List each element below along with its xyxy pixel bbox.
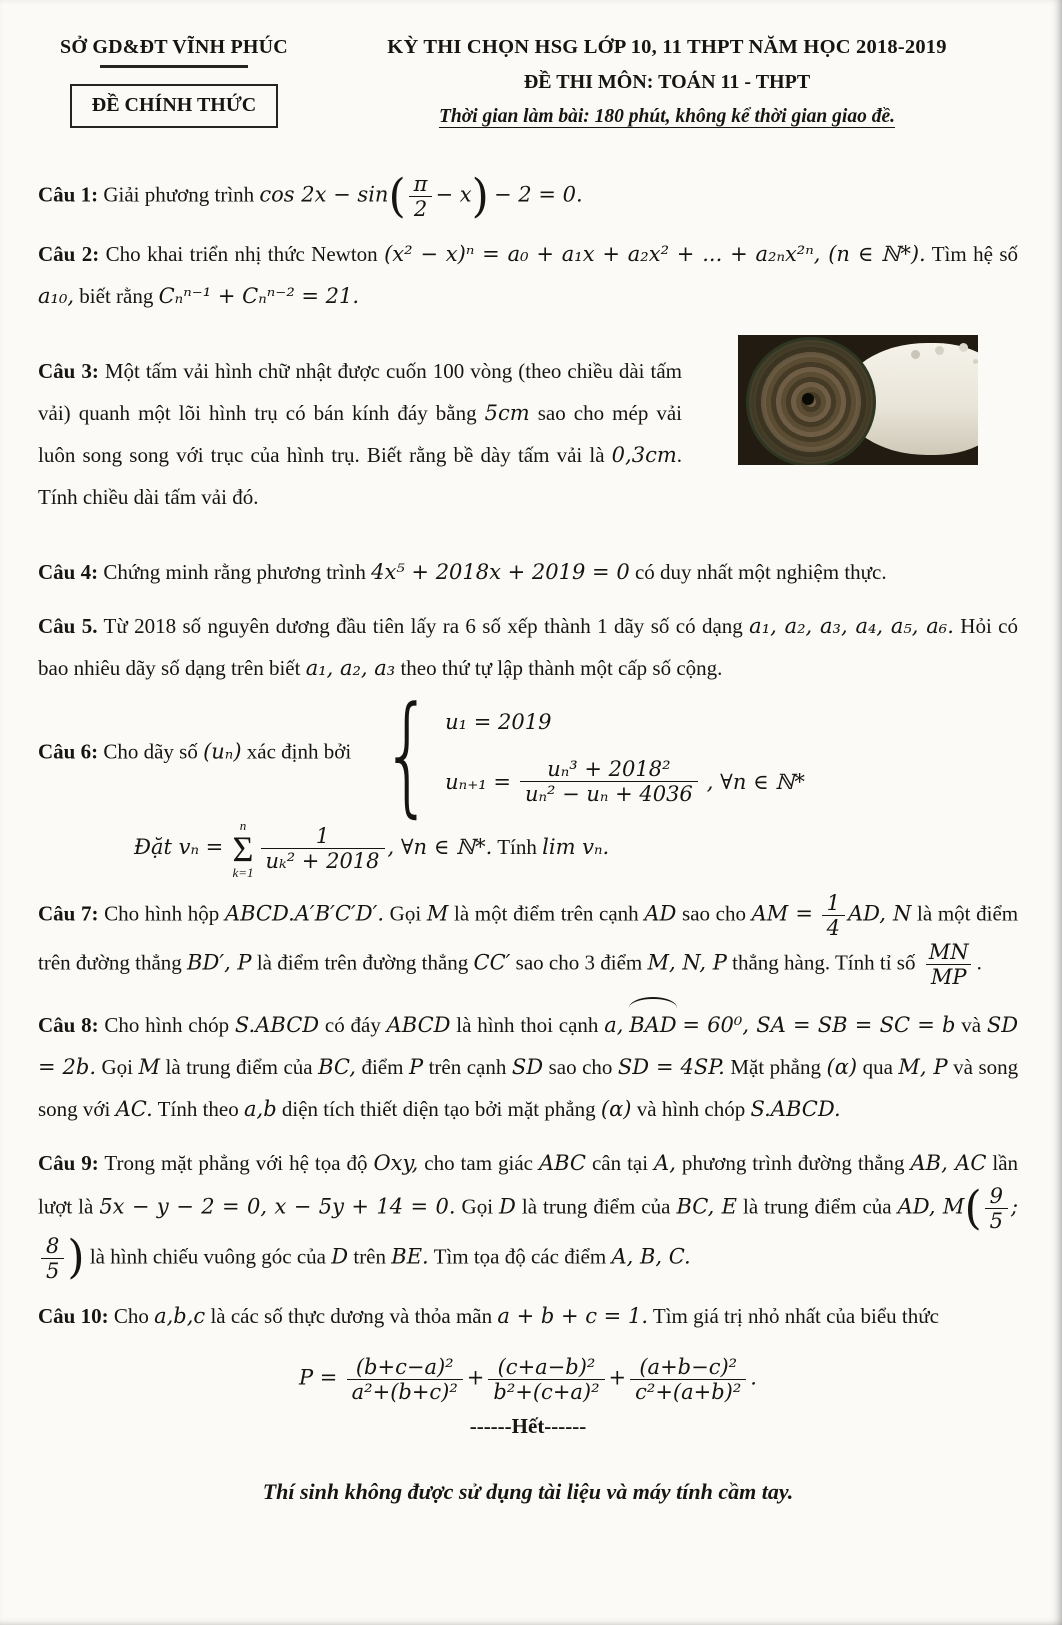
question-9-text8: là trung điểm của <box>743 1194 892 1219</box>
q2-expansion: (x² − x)ⁿ = a₀ + a₁x + a₂x² + ... + a₂ₙx²ⁿ, (n ∈ ℕ*). <box>384 242 926 267</box>
question-5-text2: Hỏi có bao nhiêu dãy số dạng trên biết <box>38 614 1019 681</box>
fraction-denominator: uₖ² + 2018 <box>261 848 385 873</box>
fraction-numerator: (c+a−b)² <box>497 1354 596 1379</box>
time-line: Thời gian làm bài: 180 phút, không kể thời gian giao đề. <box>439 106 895 127</box>
fabric-roll-photo <box>738 335 978 465</box>
q6-recurrence-row <box>445 757 805 806</box>
fraction-denominator: 5 <box>985 1208 1008 1233</box>
official-stamp-box <box>70 84 278 128</box>
q9-point-D: D <box>499 1194 516 1219</box>
question-5-label: Câu 5. <box>38 614 98 639</box>
q6-recurrence-lhs: uₙ₊₁ = <box>445 769 511 794</box>
question-6-part2 <box>38 819 1018 879</box>
fraction-denominator: c²+(a+b)² <box>630 1379 746 1404</box>
question-1-label: Câu 1: <box>38 182 99 207</box>
q5-subsequence: a₁, a₂, a₃ <box>305 656 396 681</box>
question-7 <box>38 891 1018 990</box>
question-4 <box>38 551 1018 593</box>
fraction-numerator: 1 <box>826 890 841 915</box>
question-5 <box>38 605 1018 689</box>
q1-math-post: − 2 = 0. <box>494 182 583 207</box>
q7-edge-AD: AD <box>644 901 677 926</box>
question-9-text2: cho tam giác <box>424 1151 533 1176</box>
question-4-label: Câu 4: <box>38 560 99 585</box>
q2-coefficient: a₁₀, <box>38 284 75 309</box>
q1-fraction <box>409 172 433 221</box>
question-8-text7: điểm <box>361 1055 404 1080</box>
q8-plane-alpha-2: (α) <box>600 1097 632 1122</box>
question-3-label: Câu 3: <box>38 359 99 384</box>
fraction-denominator: MP <box>926 964 972 989</box>
sum-upper-limit: n <box>239 817 247 833</box>
question-2-text2: Tìm hệ số <box>931 242 1019 267</box>
fraction-numerator: MN <box>928 940 969 965</box>
q8-angle-BAD: BAD <box>629 1001 676 1046</box>
q4-equation: 4x⁵ + 2018x + 2019 = 0 <box>371 560 630 585</box>
fraction-denominator: 2 <box>409 196 432 221</box>
question-8-text9: sao cho <box>548 1055 613 1080</box>
question-8-text1: Cho hình chóp <box>104 1013 230 1038</box>
question-8-text5: Gọi <box>101 1055 133 1080</box>
q10-fraction-1 <box>347 1355 463 1404</box>
question-6-label: Câu 6: <box>38 739 99 764</box>
q9-AD-M: AD, M <box>897 1194 965 1219</box>
q8-angle-equals: = 60⁰, SA = SB = SC = b <box>682 1013 956 1038</box>
question-9-text11: Tìm tọa độ các điểm <box>433 1244 607 1269</box>
question-5-text3: theo thứ tự lập thành một cấp số cộng. <box>400 656 723 681</box>
question-10-text1: Cho <box>113 1303 149 1328</box>
exam-title: KỲ THI CHỌN HSG LỚP 10, 11 THPT NĂM HỌC 2018-2019 <box>387 36 947 58</box>
question-2-label: Câu 2: <box>38 242 100 267</box>
q8-base: ABCD <box>386 1013 451 1038</box>
q6-forall: , ∀n ∈ ℕ*. <box>387 834 493 859</box>
q7-line-CC: CC′ <box>473 950 511 975</box>
q1-math-inner: − x <box>435 182 472 207</box>
sum-lower-limit: k=1 <box>232 864 254 880</box>
question-9: Câu 9: Trong mặt phẳng với hệ tọa độ Oxy, cho tam giác ABC cân tại A, phương trình đường thẳng AB, AC lần lượt là 5x − y − 2 = 0, x − 5y + 14 = 0. Gọi D là trung điểm của BC, E là trung điểm của AD, M( $\frac{9}{5}$ ; $\frac{8}{5}$ ) là hình chiếu vuông góc của D trên BE. Tìm tọa độ các điểm A, B, C. <box>38 1151 1019 1285</box>
q9-line-equations: 5x − y − 2 = 0, x − 5y + 14 = 0. <box>99 1194 456 1219</box>
q9-point-D-2: D <box>331 1244 349 1269</box>
plus-sign: + <box>608 1365 627 1390</box>
question-8-text4: và <box>961 1013 982 1038</box>
sigma-icon: Σ <box>232 828 254 869</box>
q8-point-M: M <box>138 1055 161 1080</box>
plus-sign: + <box>466 1365 485 1390</box>
question-10-label: Câu 10: <box>38 1303 109 1328</box>
q8-edge-SD: SD <box>511 1055 544 1080</box>
question-8-text14: diện tích thiết diện tạo bởi mặt phẳng <box>281 1097 596 1122</box>
q7-quarter-fraction <box>822 891 845 940</box>
q8-diagonal-AC: AC. <box>115 1097 153 1122</box>
q7-AD-N: AD, N <box>848 901 912 926</box>
q8-plane-alpha: (α) <box>826 1055 858 1080</box>
q10-constraint: a + b + c = 1. <box>497 1303 648 1328</box>
question-4-text2: có duy nhất một nghiệm thực. <box>634 560 887 585</box>
q2-binomial-condition: Cₙⁿ⁻¹ + Cₙⁿ⁻² = 21. <box>158 284 360 309</box>
q3-radius-value: 5cm <box>484 401 530 426</box>
q9-triangle: ABC <box>538 1151 586 1176</box>
q7-final-dot: . <box>976 950 982 975</box>
q9-lines-AB-AC: AB, AC <box>910 1151 987 1176</box>
q9-x-coordinate <box>985 1184 1008 1233</box>
q7-point-M: M <box>426 901 449 926</box>
coordinate-separator: ; <box>1011 1194 1019 1219</box>
header-right <box>310 36 1018 128</box>
question-8-text8: trên cạnh <box>428 1055 507 1080</box>
question-6-text1: Cho dãy số <box>103 739 198 764</box>
question-3-text3: . Tính chiều dài tấm vải đó. <box>38 443 682 510</box>
fraction-denominator: a²+(b+c)² <box>347 1379 463 1404</box>
q8-point-P: P <box>408 1055 424 1080</box>
question-7-text2: Gọi <box>389 901 422 926</box>
question-8-text2: có đáy <box>324 1013 381 1038</box>
question-4-text1: Chứng minh rằng phương trình <box>103 560 366 585</box>
q8-edge-BC: BC, <box>318 1055 356 1080</box>
end-marker: ------Hết------ <box>469 1414 587 1439</box>
fraction-numerator: (b+c−a)² <box>355 1354 454 1379</box>
question-6-text3: Tính <box>497 834 537 859</box>
question-10 <box>38 1295 1018 1337</box>
q9-apex-A: A, <box>654 1151 676 1176</box>
q6-recurrence-fraction <box>520 757 698 806</box>
question-7-text3: là một điểm trên cạnh <box>454 901 639 926</box>
q7-box-name: ABCD.A′B′C′D′. <box>224 901 385 926</box>
q6-sum-fraction <box>261 824 385 873</box>
question-9-text4: phương trình đường thẳng <box>681 1151 905 1176</box>
department-name: SỞ GD&ĐT VĨNH PHÚC <box>60 36 288 58</box>
question-7-text1: Cho hình hộp <box>104 901 220 926</box>
subject-line: ĐỀ THI MÔN: TOÁN 11 - THPT <box>523 71 811 93</box>
q8-pyramid-2: S.ABCD. <box>750 1097 841 1122</box>
question-9-text5: lần lượt là <box>38 1151 1019 1219</box>
q3-thickness-value: 0,3cm <box>611 443 677 468</box>
question-8-text6: là trung điểm của <box>165 1055 313 1080</box>
question-7-text6: là điểm trên đường thẳng <box>256 950 469 975</box>
fraction-denominator: 4 <box>822 915 845 940</box>
q8-SD-4SP: SD = 4SP. <box>617 1055 725 1080</box>
question-2-text3: biết rằng <box>79 284 154 309</box>
question-2 <box>38 233 1018 317</box>
q10-vars-abc: a,b,c <box>154 1303 206 1328</box>
questions-area <box>38 169 1019 1505</box>
question-8-text13: Tính theo <box>157 1097 239 1122</box>
fraction-denominator: b²+(c+a)² <box>488 1379 604 1404</box>
q6-vn-definition: Đặt vₙ = <box>134 834 224 859</box>
q9-BC-E: BC, E <box>676 1194 738 1219</box>
question-3-text1: Một tấm vải hình chữ nhật được cuốn 100 vòng (theo chiều dài tấm vải) quanh một lõi hình trụ có bán kính đáy bằng <box>38 359 683 426</box>
question-8-text10: Mặt phẳng <box>730 1055 821 1080</box>
question-3-text-block <box>38 350 682 518</box>
fraction-numerator: (a+b−c)² <box>639 1354 738 1379</box>
question-8-text15: và hình chóp <box>636 1097 746 1122</box>
q7-line-BD: BD′, P <box>187 950 252 975</box>
question-8-text12: và song song với <box>38 1055 1019 1122</box>
question-2-text1: Cho khai triển nhị thức Newton <box>105 242 378 267</box>
question-6-text2: xác định bởi <box>246 739 352 764</box>
fraction-denominator: uₙ² − uₙ + 4036 <box>520 781 698 806</box>
fraction-numerator: uₙ³ + 2018² <box>547 757 671 782</box>
fraction-numerator: 9 <box>989 1184 1004 1209</box>
q10-fraction-2 <box>488 1355 604 1404</box>
question-8-text11: qua <box>862 1055 893 1080</box>
q10-final-dot: . <box>750 1365 757 1390</box>
question-1-text: Giải phương trình <box>103 182 255 207</box>
fraction-numerator: 8 <box>46 1233 60 1258</box>
question-8-text3: là hình thoi cạnh <box>456 1013 599 1038</box>
question-7-text5: là một điểm trên đường thẳng <box>38 901 1019 975</box>
q6-initial-term: u₁ = 2019 <box>445 710 552 735</box>
summation-symbol <box>232 819 253 879</box>
fraction-numerator: 1 <box>315 824 330 849</box>
q10-expression <box>38 1355 1018 1404</box>
question-7-text7: sao cho 3 điểm <box>515 950 643 975</box>
q6-limit: lim vₙ. <box>542 834 610 859</box>
system-rows <box>445 701 805 806</box>
question-1: Câu 1: Giải phương trình cos 2x − sin( $\frac{\pi}{2}$ − x) − 2 = 0. <box>38 169 583 223</box>
fraction-numerator: π <box>413 172 428 196</box>
question-9-label: Câu 9: <box>38 1151 99 1176</box>
question-5-text1: Từ 2018 số nguyên dương đầu tiên lấy ra 6 số xếp thành 1 dãy số có dạng <box>103 614 743 639</box>
question-3-text2: sao cho mép vải luôn song song với trục của hình trụ. Biết rằng bề dày tấm vải là <box>38 401 683 468</box>
q6-recurrence-tail: , ∀n ∈ ℕ* <box>706 769 805 794</box>
question-9-text1: Trong mặt phẳng với hệ tọa độ <box>104 1151 368 1176</box>
question-3 <box>38 329 1018 539</box>
question-7-label: Câu 7: <box>38 901 99 926</box>
q7-AM-relation: AM = <box>751 901 813 926</box>
q8-SD-2b: SD = 2b. <box>38 1013 1019 1080</box>
q9-points-ABC: A, B, C. <box>611 1244 691 1269</box>
question-9-text7: là trung điểm của <box>521 1194 671 1219</box>
question-9-text10: trên <box>353 1244 387 1269</box>
question-9-text3: cân tại <box>591 1151 649 1176</box>
q6-recurrence-system: { u₁ = 2019 uₙ₊₁ = $\frac{\text{uₙ³ + 2018²}}{\text{uₙ² − uₙ + 4036}}$ , ∀n ∈ ℕ* <box>382 677 805 830</box>
q10-fraction-3 <box>630 1355 746 1404</box>
q7-ratio-fraction <box>924 940 974 989</box>
question-6 <box>38 677 1018 830</box>
fraction-denominator: 5 <box>41 1258 64 1283</box>
question-9-text9: là hình chiếu vuông góc của <box>89 1244 327 1269</box>
q10-P-equals: P = <box>299 1365 338 1390</box>
q5-sequence: a₁, a₂, a₃, a₄, a₅, a₆. <box>749 614 954 639</box>
header-left <box>38 36 310 128</box>
q9-Oxy: Oxy, <box>373 1151 419 1176</box>
q6-sequence-name: (uₙ) <box>203 739 242 764</box>
q8-side-a: a, <box>604 1013 624 1038</box>
q7-points-MNP: M, N, P <box>647 950 727 975</box>
official-stamp-text: ĐỀ CHÍNH THỨC <box>91 93 257 116</box>
q8-pyramid: S.ABCD <box>234 1013 320 1038</box>
footer-note: Thí sinh không được sử dụng tài liệu và máy tính cầm tay. <box>262 1479 794 1505</box>
q8-points-MP: M, P <box>898 1055 948 1080</box>
q1-math-pre: cos 2x − sin <box>259 182 389 207</box>
header <box>38 36 1018 128</box>
q8-vars-ab: a,b <box>244 1097 277 1122</box>
q9-line-BE: BE. <box>391 1244 429 1269</box>
question-9-text6: Gọi <box>461 1194 494 1219</box>
question-10-text2: là các số thực dương và thỏa mãn <box>210 1303 493 1328</box>
q9-y-coordinate <box>41 1234 64 1283</box>
question-10-text3: Tìm giá trị nhỏ nhất của biểu thức <box>652 1303 939 1328</box>
question-8-label: Câu 8: <box>38 1013 99 1038</box>
department-underline <box>100 65 248 68</box>
question-8 <box>38 1001 1018 1130</box>
question-7-text8: thẳng hàng. Tính tỉ số <box>732 950 916 975</box>
question-7-text4: sao cho <box>682 901 746 926</box>
